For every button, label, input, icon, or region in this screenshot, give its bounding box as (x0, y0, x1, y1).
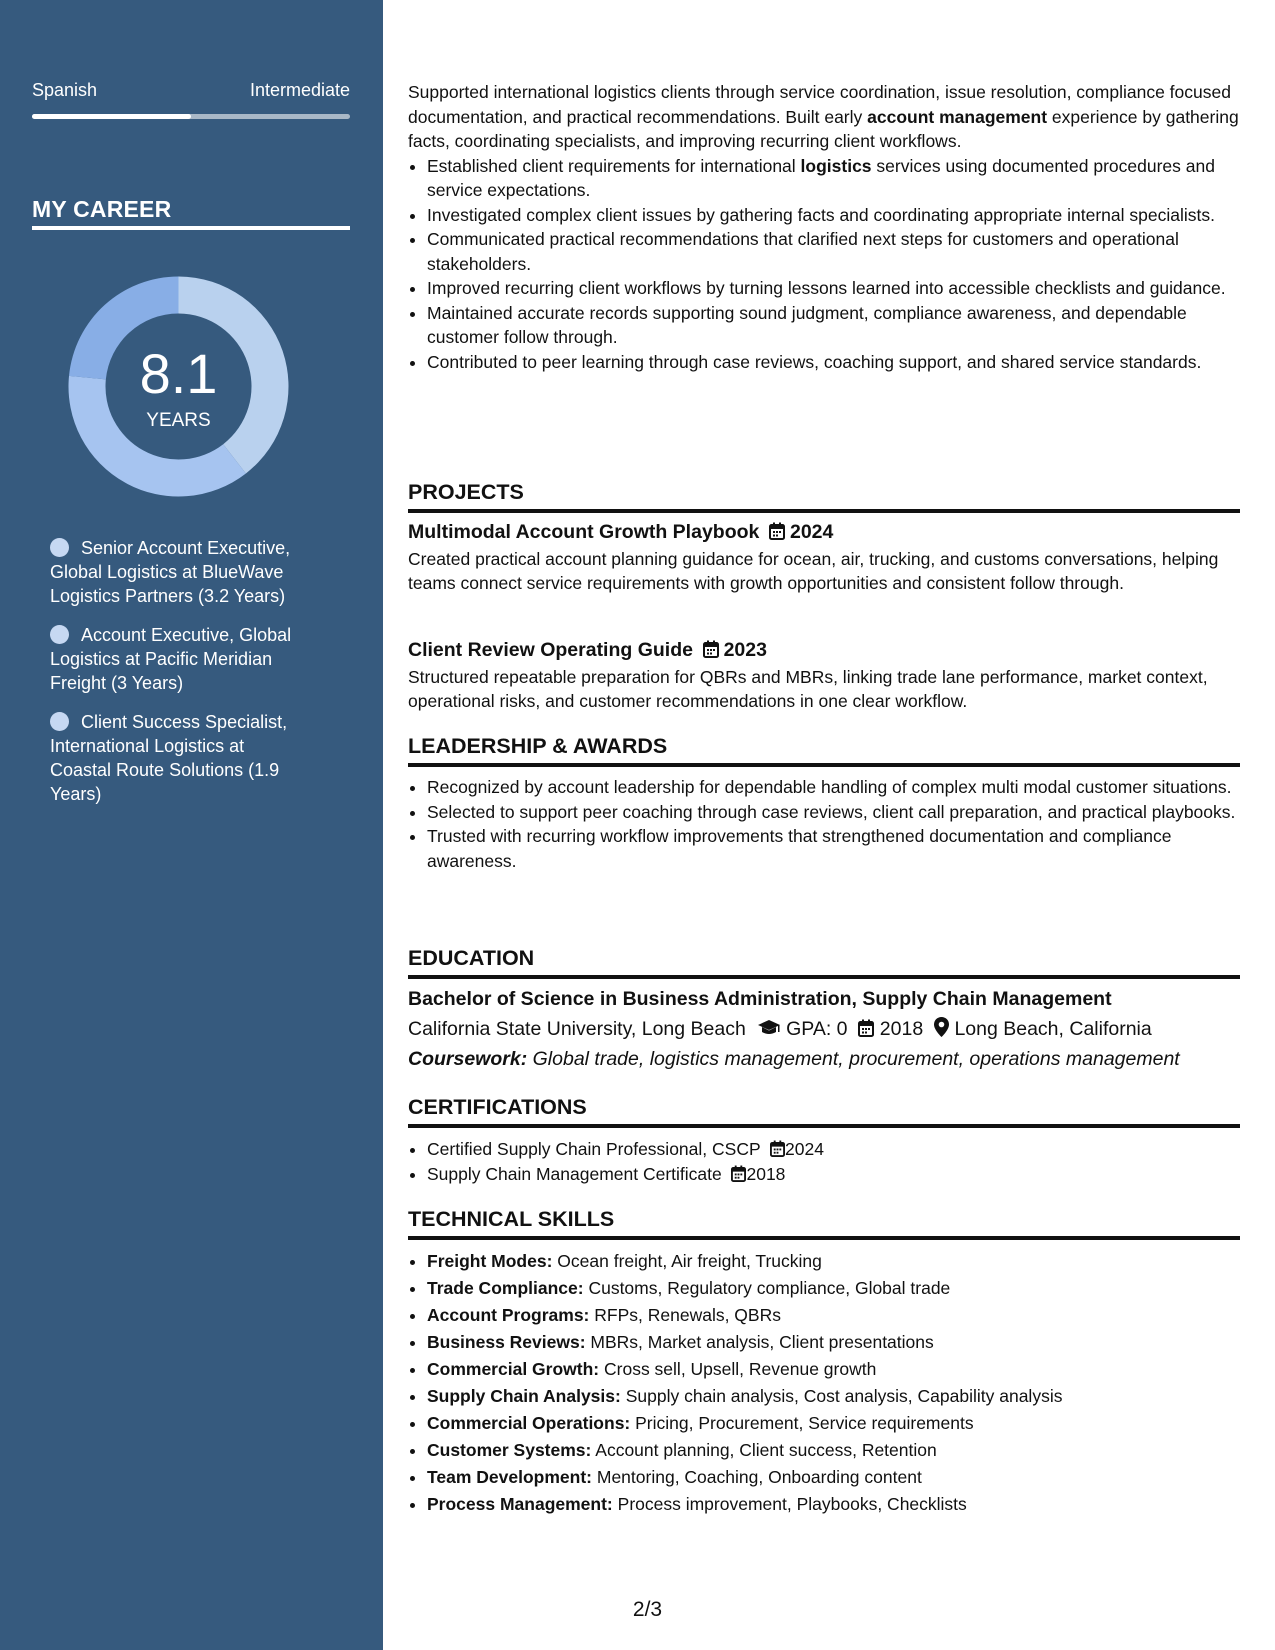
language-row (32, 80, 350, 101)
page-number: 2/3 (632, 1598, 663, 1621)
list-item: • Recognized by account leadership for dependable handling of complex multi modal customer situations. (427, 775, 1259, 800)
leadership-list (408, 775, 1259, 873)
sidebar (0, 0, 383, 1650)
experience-summary (408, 80, 1240, 374)
list-item: • Investigated complex client issues by gathering facts and coordinating appropriate internal specialists. (427, 203, 1240, 228)
skills-list (408, 1248, 1259, 1518)
list-item: • Business Reviews: MBRs, Market analysis, Client presentations (427, 1329, 1259, 1356)
location-pin-icon (934, 1017, 949, 1037)
donut-label (66, 274, 291, 499)
certifications-heading: CERTIFICATIONS (408, 1094, 1240, 1128)
language-proficiency-fill (32, 114, 191, 119)
summary-bullets (408, 154, 1240, 375)
list-item: • Improved recurring client workflows by turning lessons learned into accessible checklists and guidance. (427, 276, 1240, 301)
list-item: • Trusted with recurring workflow improvements that strengthened documentation and compliance awareness. (427, 824, 1259, 873)
calendar-icon (769, 522, 785, 540)
total-years-value: 8.1 (139, 342, 218, 405)
technical-skills-heading: TECHNICAL SKILLS (408, 1206, 1240, 1240)
list-item: • Account Programs: RFPs, Renewals, QBRs (427, 1302, 1259, 1329)
language-name: Spanish (32, 80, 98, 100)
list-item: • Supply Chain Analysis: Supply chain analysis, Cost analysis, Capability analysis (427, 1383, 1259, 1410)
project-year: 2024 (789, 521, 834, 543)
career-item: Client Success Specialist, International Logistics at Coastal Route Solutions (1.9 Years) (50, 712, 288, 804)
education-entry (408, 984, 1240, 1074)
certifications-list (408, 1137, 1259, 1186)
career-item: Account Executive, Global Logistics at Pacific Meridian Freight (3 Years) (50, 625, 292, 693)
summary-paragraph: Supported international logistics clients through service coordination, issue resolution, compliance focused documentation, and practical recommendations. Built early account management experience by gathering facts, coordinating specialists, and improving recurring client workflows. (408, 82, 1239, 151)
list-item: • Supply Chain Management Certificate 2018 (427, 1162, 1259, 1187)
school: California State University, Long Beach (408, 1018, 746, 1040)
total-years-unit: YEARS (146, 410, 211, 431)
bullet-dot-icon (50, 712, 69, 731)
list-item: • Communicated practical recommendations that clarified next steps for customers and operational stakeholders. (427, 227, 1240, 276)
list-item: • Process Management: Process improvement, Playbooks, Checklists (427, 1491, 1259, 1518)
list-item: • Certified Supply Chain Professional, CSCP 2024 (427, 1137, 1259, 1162)
list-item: • Trade Compliance: Customs, Regulatory compliance, Global trade (427, 1275, 1259, 1302)
project-item (408, 520, 1240, 596)
education-heading: EDUCATION (408, 945, 1240, 979)
career-title-rule (32, 226, 350, 230)
list-item: • Established client requirements for international logistics services using documented procedures and service expectations. (427, 154, 1240, 203)
list-item: • Team Development: Mentoring, Coaching, Onboarding content (427, 1464, 1259, 1491)
calendar-icon (858, 1019, 874, 1037)
language-level: Intermediate (249, 80, 350, 100)
list-item: • Commercial Growth: Cross sell, Upsell, Revenue growth (427, 1356, 1259, 1383)
list-item: • Contributed to peer learning through case reviews, coaching support, and shared service standards. (427, 350, 1240, 375)
project-name: Client Review Operating Guide (408, 639, 693, 661)
list-item: • Selected to support peer coaching through case reviews, client call preparation, and practical playbooks. (427, 800, 1259, 825)
bullet-dot-icon (50, 625, 69, 644)
project-item (408, 638, 1240, 714)
projects-heading: PROJECTS (408, 479, 1240, 513)
list-item: • Freight Modes: Ocean freight, Air freight, Trucking (427, 1248, 1259, 1275)
leadership-heading: LEADERSHIP & AWARDS (408, 733, 1240, 767)
graduation-year: 2018 (879, 1018, 924, 1040)
location: Long Beach, California (954, 1018, 1152, 1040)
project-description: Structured repeatable preparation for QBRs and MBRs, linking trade lane performance, market context, operational risks, and customer recommendations in one clear workflow. (408, 666, 1208, 711)
calendar-icon (770, 1140, 785, 1157)
project-year: 2023 (723, 639, 767, 661)
project-name: Multimodal Account Growth Playbook (408, 521, 760, 543)
list-item: • Maintained accurate records supporting sound judgment, compliance awareness, and dependable customer follow through. (427, 301, 1240, 350)
calendar-icon (703, 640, 719, 658)
list-item: • Customer Systems: Account planning, Client success, Retention (427, 1437, 1259, 1464)
career-item: Senior Account Executive, Global Logistics at BlueWave Logistics Partners (3.2 Years) (50, 538, 291, 606)
project-description: Created practical account planning guidance for ocean, air, trucking, and customs conversations, helping teams connect service requirements with growth opportunities and consistent follow through. (408, 548, 1219, 593)
career-title: MY CAREER (32, 196, 172, 222)
bullet-dot-icon (50, 538, 69, 557)
education-details (408, 1014, 1240, 1044)
language-proficiency-bar (32, 114, 350, 119)
gpa: GPA: 0 (786, 1018, 848, 1040)
list-item: • Commercial Operations: Pricing, Procurement, Service requirements (427, 1410, 1259, 1437)
calendar-icon (731, 1165, 746, 1182)
coursework: Coursework: Global trade, logistics management, procurement, operations management (408, 1048, 1180, 1070)
degree: Bachelor of Science in Business Administration, Supply Chain Management (408, 988, 1112, 1010)
graduation-cap-icon (757, 1019, 781, 1037)
